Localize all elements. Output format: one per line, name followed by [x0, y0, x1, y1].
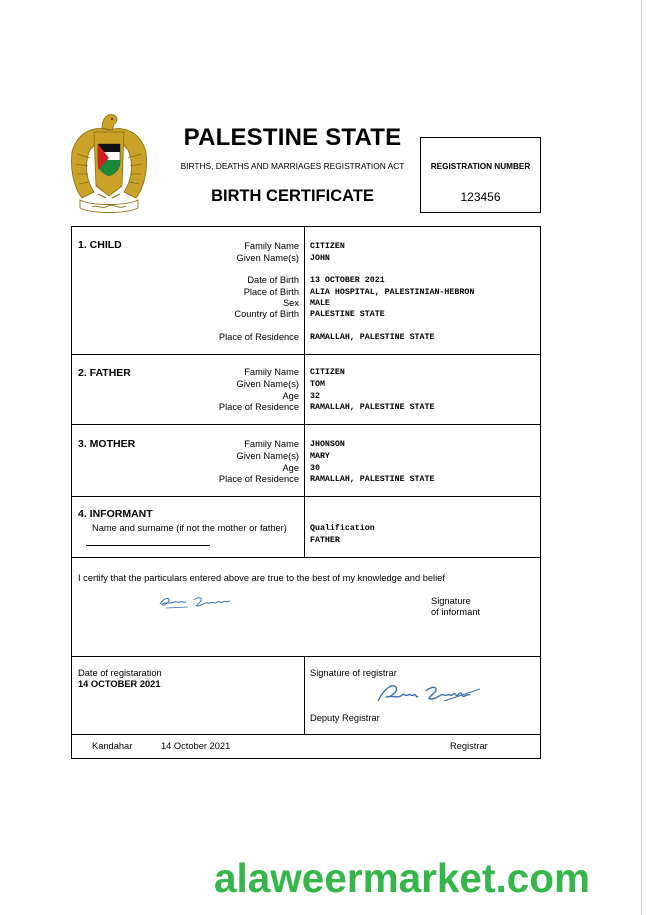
footer-place: Kandahar [92, 741, 133, 751]
child-dob-label: Date of Birth [247, 275, 299, 285]
child-given-name-label: Given Name(s) [236, 253, 299, 263]
child-place-of-birth-value: ALIA HOSPITAL, PALESTINIAN-HEBRON [310, 288, 475, 297]
child-country-value: PALESTINE STATE [310, 310, 385, 319]
registration-number-value: 123456 [460, 190, 501, 204]
certificate-title: BIRTH CERTIFICATE [211, 187, 374, 205]
registrar-signature-label: Signature of registrar [310, 668, 397, 678]
child-given-name-value: JOHN [310, 254, 330, 263]
column-divider [304, 496, 305, 557]
document-title: PALESTINE STATE [183, 124, 402, 151]
informant-signature [158, 594, 234, 610]
father-residence-label: Place of Residence [218, 402, 299, 412]
mother-family-name-value: JHONSON [310, 440, 345, 449]
child-heading: 1. CHILD [78, 239, 122, 251]
child-family-name-value: CITIZEN [310, 242, 345, 251]
registration-number-box [420, 137, 541, 213]
father-family-name-label: Family Name [244, 367, 299, 377]
child-residence-value: RAMALLAH, PALESTINE STATE [310, 333, 435, 342]
deputy-registrar-label: Deputy Registrar [310, 713, 380, 723]
registration-date-label: Date of registaration [78, 668, 162, 678]
footer-role: Registrar [450, 741, 488, 751]
father-age-value: 32 [310, 392, 320, 401]
father-heading: 2. FATHER [78, 367, 131, 379]
registrar-signature [374, 681, 482, 707]
divider [72, 734, 540, 735]
certificate-table [71, 226, 541, 759]
child-family-name-label: Family Name [244, 241, 299, 251]
column-divider [304, 227, 305, 354]
child-place-of-birth-label: Place of Birth [243, 287, 299, 297]
mother-given-name-value: MARY [310, 452, 330, 461]
column-divider [304, 656, 305, 734]
informant-qualification-label: Qualification [310, 524, 375, 533]
mother-residence-label: Place of Residence [218, 474, 299, 484]
certification-statement: I certify that the particulars entered above are true to the best of my knowledge and belief [78, 573, 445, 583]
child-country-label: Country of Birth [234, 309, 299, 319]
informant-signature-label-1: Signature [431, 596, 471, 606]
informant-heading: 4. INFORMANT [78, 508, 153, 520]
father-age-label: Age [282, 391, 299, 401]
mother-residence-value: RAMALLAH, PALESTINE STATE [310, 475, 435, 484]
informant-signature-label-2: of informant [431, 607, 481, 617]
father-residence-value: RAMALLAH, PALESTINE STATE [310, 403, 435, 412]
page-edge [641, 0, 642, 915]
informant-name-label: Name and surname (if not the mother or father) [92, 523, 287, 533]
mother-family-name-label: Family Name [244, 439, 299, 449]
palestine-eagle-emblem-icon [68, 108, 150, 216]
mother-heading: 3. MOTHER [78, 438, 136, 450]
child-residence-label: Place of Residence [218, 332, 299, 342]
watermark-text: alaweermarket.com [214, 855, 590, 901]
footer-date: 14 October 2021 [161, 741, 231, 751]
child-sex-value: MALE [310, 299, 330, 308]
father-family-name-value: CITIZEN [310, 368, 345, 377]
column-divider [304, 354, 305, 424]
divider [72, 424, 540, 425]
child-sex-label: Sex [282, 298, 299, 308]
mother-given-name-label: Given Name(s) [236, 451, 299, 461]
informant-name-line [86, 545, 210, 546]
divider [72, 496, 540, 497]
mother-age-label: Age [282, 463, 299, 473]
registration-date-value: 14 OCTOBER 2021 [78, 679, 161, 689]
divider [72, 557, 540, 558]
child-dob-value: 13 OCTOBER 2021 [310, 276, 385, 285]
divider [72, 656, 540, 657]
registration-number-label: REGISTRATION NUMBER [430, 162, 531, 171]
father-given-name-label: Given Name(s) [236, 379, 299, 389]
document-subtitle: BIRTHS, DEATHS AND MARRIAGES REGISTRATION ACT [180, 161, 405, 171]
mother-age-value: 30 [310, 464, 320, 473]
father-given-name-value: TOM [310, 380, 325, 389]
informant-qualification-value: FATHER [310, 536, 340, 545]
divider [72, 354, 540, 355]
column-divider [304, 424, 305, 496]
